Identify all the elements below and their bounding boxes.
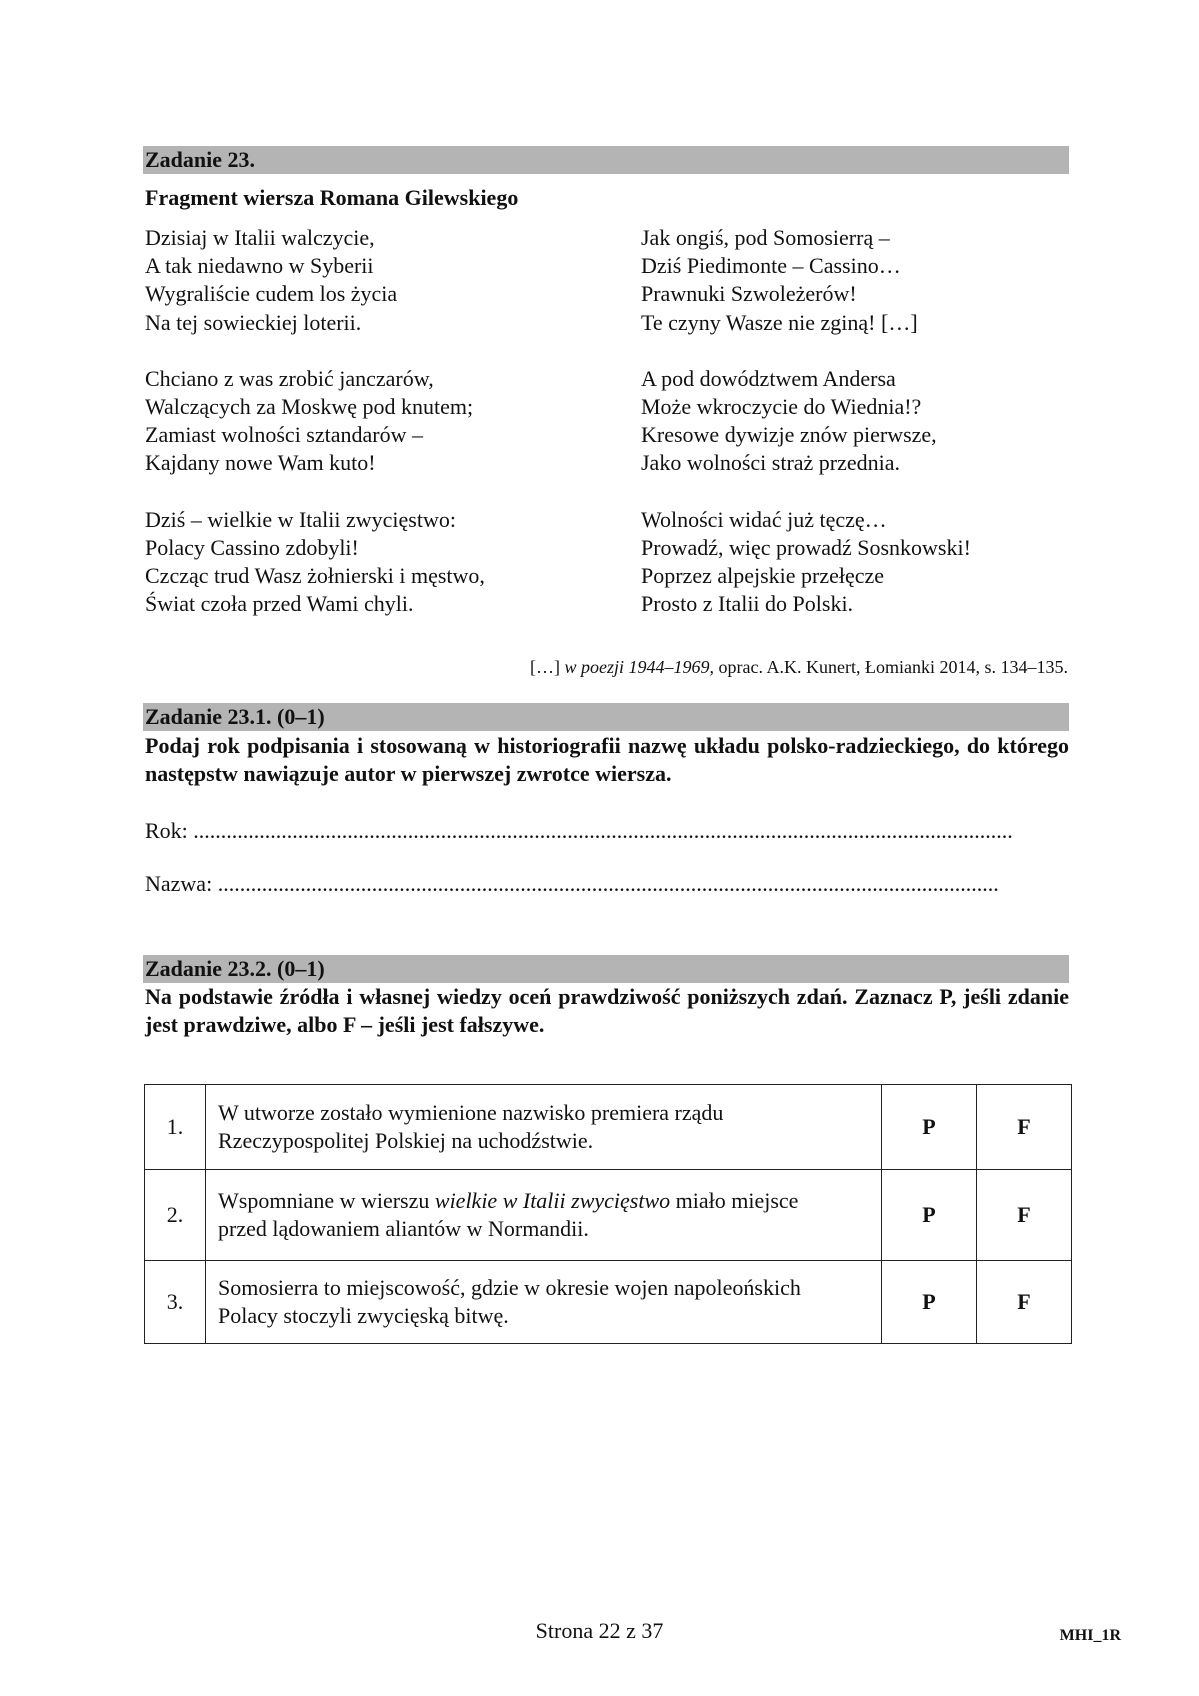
verse: Zamiast wolności sztandarów – <box>145 422 423 448</box>
option-false[interactable]: F <box>977 1085 1072 1170</box>
statement-text: miało miejsce <box>670 1188 799 1213</box>
verse: A pod dowództwem Andersa <box>641 365 896 391</box>
name-label: Nazwa: <box>145 871 218 896</box>
exam-code: MHI_1R <box>1059 1627 1121 1644</box>
table-row <box>145 1170 1072 1261</box>
option-true[interactable]: P <box>882 1170 977 1261</box>
stanza <box>641 224 1101 337</box>
verse: Kresowe dywizje znów pierwsze, <box>641 422 937 448</box>
table-row <box>145 1261 1072 1344</box>
stanza <box>145 506 605 619</box>
statement-line: W utworze zostało wymienione nazwisko premiera rządu <box>218 1100 724 1125</box>
statement-quote: wielkie w Italii zwycięstwo <box>434 1188 671 1213</box>
year-label: Rok: <box>145 818 194 843</box>
table-row <box>145 1085 1072 1170</box>
stanza <box>145 365 605 478</box>
option-false[interactable]: F <box>977 1170 1072 1261</box>
poem-title: Fragment wiersza Romana Gilewskiego <box>145 185 519 210</box>
source-title: w poezji 1944–1969 <box>564 657 710 677</box>
year-answer-field[interactable] <box>145 817 1069 845</box>
verse: Dzisiaj w Italii walczycie, <box>145 225 375 250</box>
verse: Jako wolności straż przednia. <box>641 450 901 476</box>
verse: Wygraliście cudem los życia <box>145 281 398 307</box>
statement <box>206 1261 882 1344</box>
statement-line: przed lądowaniem aliantów w Normandii. <box>218 1216 589 1241</box>
source-details: , oprac. A.K. Kunert, Łomianki 2014, s. 134–135. <box>709 657 1068 677</box>
page-number: Strona 22 z 37 <box>535 1618 664 1643</box>
verse: Prosto z Italii do Polski. <box>641 591 854 617</box>
task-23-2-heading: Zadanie 23.2. (0–1) <box>143 955 1069 983</box>
task-23-2-instruction: Na podstawie źródła i własnej wiedzy oceń prawdziwość poniższych zdań. Zaznacz P, jeśli zdanie jest prawdziwe, albo F – jeśli jest fałszywe. <box>145 984 1069 1037</box>
option-false[interactable]: F <box>977 1261 1072 1344</box>
row-number: 3. <box>145 1261 206 1344</box>
true-false-table <box>144 1084 1072 1344</box>
stanza <box>641 365 1101 478</box>
poem-right-column <box>641 224 1101 618</box>
statement-text: Wspomniane w wierszu <box>218 1188 435 1213</box>
option-true[interactable]: P <box>882 1085 977 1170</box>
verse: Jak ongiś, pod Somosierrą – <box>641 225 890 250</box>
verse: Czcząc trud Wasz żołnierski i męstwo, <box>145 563 485 589</box>
option-true[interactable]: P <box>882 1261 977 1344</box>
verse: Może wkroczycie do Wiednia!? <box>641 394 922 420</box>
verse: Dziś Piedimonte – Cassino… <box>641 253 901 279</box>
stanza <box>641 506 1101 619</box>
source-citation <box>530 655 1068 679</box>
poem-left-column <box>145 224 605 618</box>
statement <box>206 1170 882 1261</box>
verse: Wolności widać już tęczę… <box>641 506 887 532</box>
source-prefix: […] <box>530 657 565 677</box>
verse: Polacy Cassino zdobyli! <box>145 534 359 560</box>
name-answer-field[interactable] <box>145 870 1069 898</box>
statement-line: Rzeczypospolitej Polskiej na uchodźstwie. <box>218 1128 594 1153</box>
row-number: 1. <box>145 1085 206 1170</box>
statement-line: Polacy stoczyli zwycięską bitwę. <box>218 1303 509 1328</box>
year-dotted-line: ..................................................................................................................................................... <box>193 818 1013 843</box>
verse: Dziś – wielkie w Italii zwycięstwo: <box>145 506 456 532</box>
statement-line <box>218 1187 869 1215</box>
row-number: 2. <box>145 1170 206 1261</box>
verse: Na tej sowieckiej loterii. <box>145 309 362 335</box>
verse: Prowadź, więc prowadź Sosnkowski! <box>641 534 971 560</box>
statement <box>206 1085 882 1170</box>
verse: Kajdany nowe Wam kuto! <box>145 450 376 476</box>
verse: A tak niedawno w Syberii <box>145 253 374 279</box>
verse: Świat czoła przed Wami chyli. <box>145 591 414 617</box>
stanza <box>145 224 605 337</box>
verse: Te czyny Wasze nie zginą! […] <box>641 309 918 335</box>
verse: Walczących za Moskwę pod knutem; <box>145 394 474 420</box>
task-23-1-heading: Zadanie 23.1. (0–1) <box>143 703 1069 731</box>
task-23-heading: Zadanie 23. <box>143 146 1069 174</box>
verse: Prawnuki Szwoleżerów! <box>641 281 857 307</box>
verse: Poprzez alpejskie przełęcze <box>641 563 885 589</box>
verse: Chciano z was zrobić janczarów, <box>145 365 434 391</box>
name-dotted-line: .............................................................................................................................................. <box>217 871 999 896</box>
task-23-1-instruction: Podaj rok podpisania i stosowaną w historiografii nazwę układu polsko-radzieckiego, do którego następstw nawiązuje autor w pierwszej zwrotce wiersza. <box>145 733 1069 786</box>
statement-line: Somosierra to miejscowość, gdzie w okresie wojen napoleońskich <box>218 1275 801 1300</box>
